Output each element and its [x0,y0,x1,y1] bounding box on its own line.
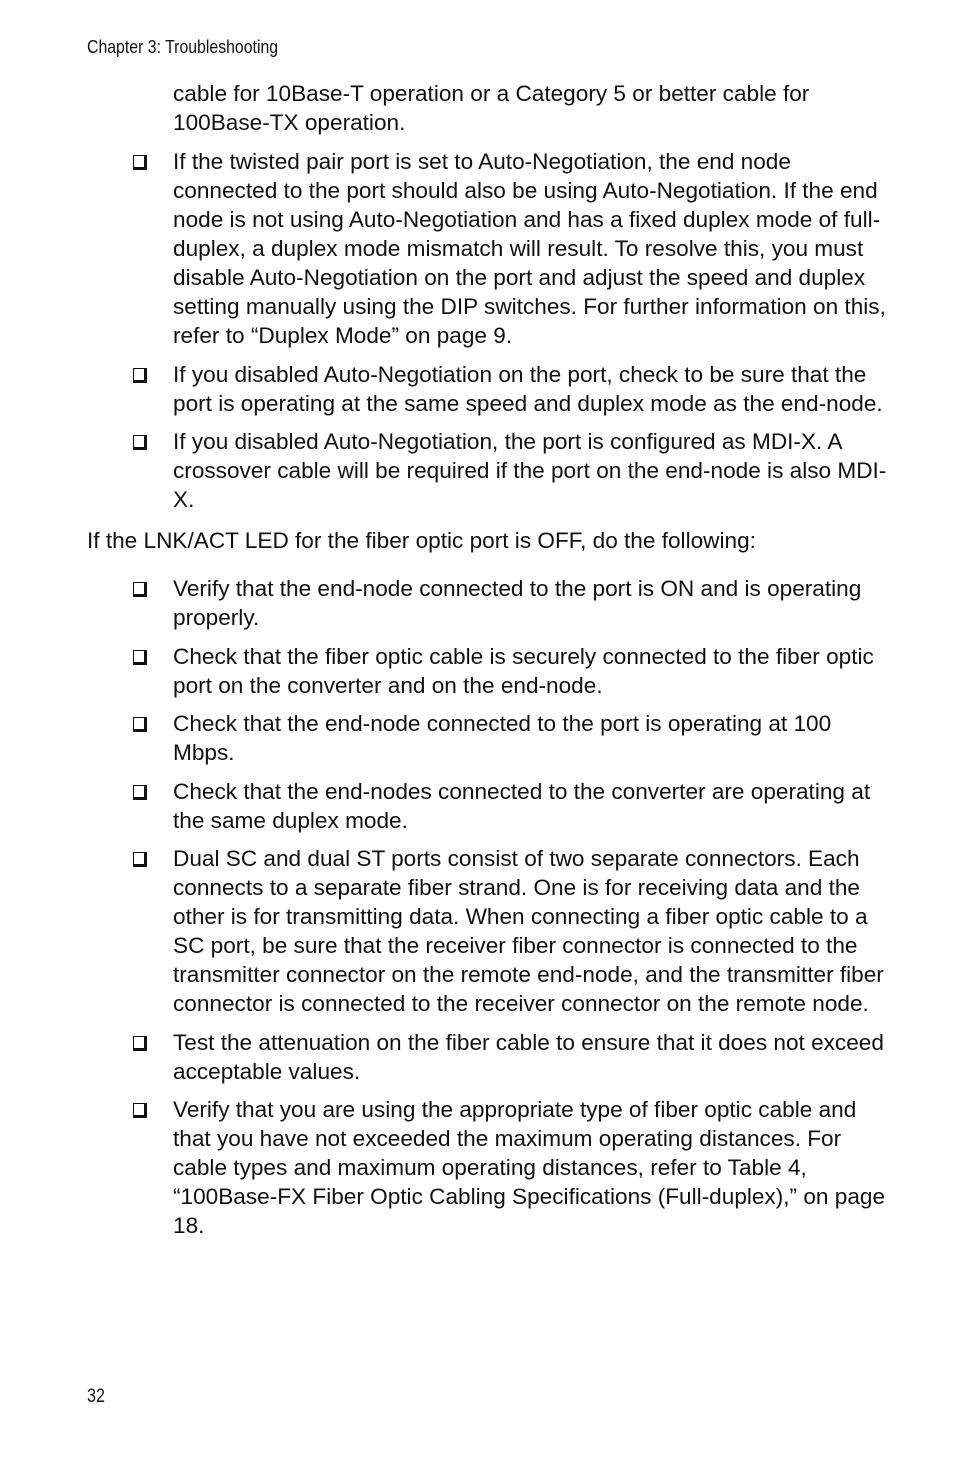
list-item-text: Check that the end-node connected to the port is operating at 100 Mbps. [173,711,832,765]
list-item [87,709,887,767]
fiber-intro-paragraph: If the LNK/ACT LED for the fiber optic port is OFF, do the following: [87,528,756,553]
list-item [87,844,887,1018]
list-item-text: If you disabled Auto-Negotiation, the port is configured as MDI-X. A crossover cable will be required if the port on the end-node is also MDI-X. [173,429,887,512]
checkbox-bullet-icon [133,785,147,800]
list-item-text: Verify that the end-node connected to the port is ON and is operating properly. [173,576,862,630]
list-item-text: Check that the fiber optic cable is securely connected to the fiber optic port on the converter and on the end-node. [173,643,874,698]
list-item [87,427,887,514]
list-item-text: If you disabled Auto-Negotiation on the port, check to be sure that the port is operating at the same speed and duplex mode as the end-node. [173,361,883,416]
list-item-text: If the twisted pair port is set to Auto-Negotiation, the end node connected to the port should also be using Auto-Negotiation. If the end node is not using Auto-Negotiation and has a fixed duplex mode of full-duplex, a duplex mode mismatch will result. To resolve this, you must disable Auto-Negotiation on the port and adjust the speed and duplex setting manually using the DIP switches. For further information on this, refer to “Duplex Mode” on page 9. [173,149,886,348]
list-item [87,574,887,632]
checkbox-bullet-icon [133,155,147,170]
checkbox-bullet-icon [133,717,147,732]
checkbox-bullet-icon [133,368,147,383]
checkbox-bullet-icon [133,852,147,867]
page-body [87,79,887,1250]
list-item-text: Dual SC and dual ST ports consist of two separate connectors. Each connects to a separate fiber strand. One is for receiving data and the other is for transmitting data. When connecting a fiber optic cable to a SC port, be sure that the receiver fiber connector is connected to the transmitter connector on the remote end-node, and the transmitter fiber connector is connected to the receiver connector on the remote node. [173,846,884,1016]
list-item [87,1095,887,1240]
list-item [87,777,887,835]
fiber-list [87,574,887,1240]
list-item-text: Verify that you are using the appropriate type of fiber optic cable and that you have not exceeded the maximum operating distances. For cable types and maximum operating distances, refer to Table 4, “100Base-FX Fiber Optic Cabling Specifications (Full-duplex),” on page 18. [173,1097,886,1238]
list-item-text: Check that the end-nodes connected to the converter are operating at the same duplex mode. [173,778,871,833]
twisted-pair-list [87,147,887,514]
list-item [87,147,887,350]
list-item [87,642,887,700]
list-item-text: Test the attenuation on the fiber cable to ensure that it does not exceed acceptable values. [173,1029,884,1084]
list-item [87,360,887,418]
checkbox-bullet-icon [133,650,147,665]
page-number: 32 [87,1386,105,1407]
checkbox-bullet-icon [133,1036,147,1051]
continuation-paragraph: cable for 10Base-T operation or a Category 5 or better cable for 100Base-TX operation. [173,81,810,135]
running-header: Chapter 3: Troubleshooting [87,37,279,57]
checkbox-bullet-icon [133,435,147,450]
list-item [87,1028,887,1086]
checkbox-bullet-icon [133,582,147,597]
checkbox-bullet-icon [133,1103,147,1118]
